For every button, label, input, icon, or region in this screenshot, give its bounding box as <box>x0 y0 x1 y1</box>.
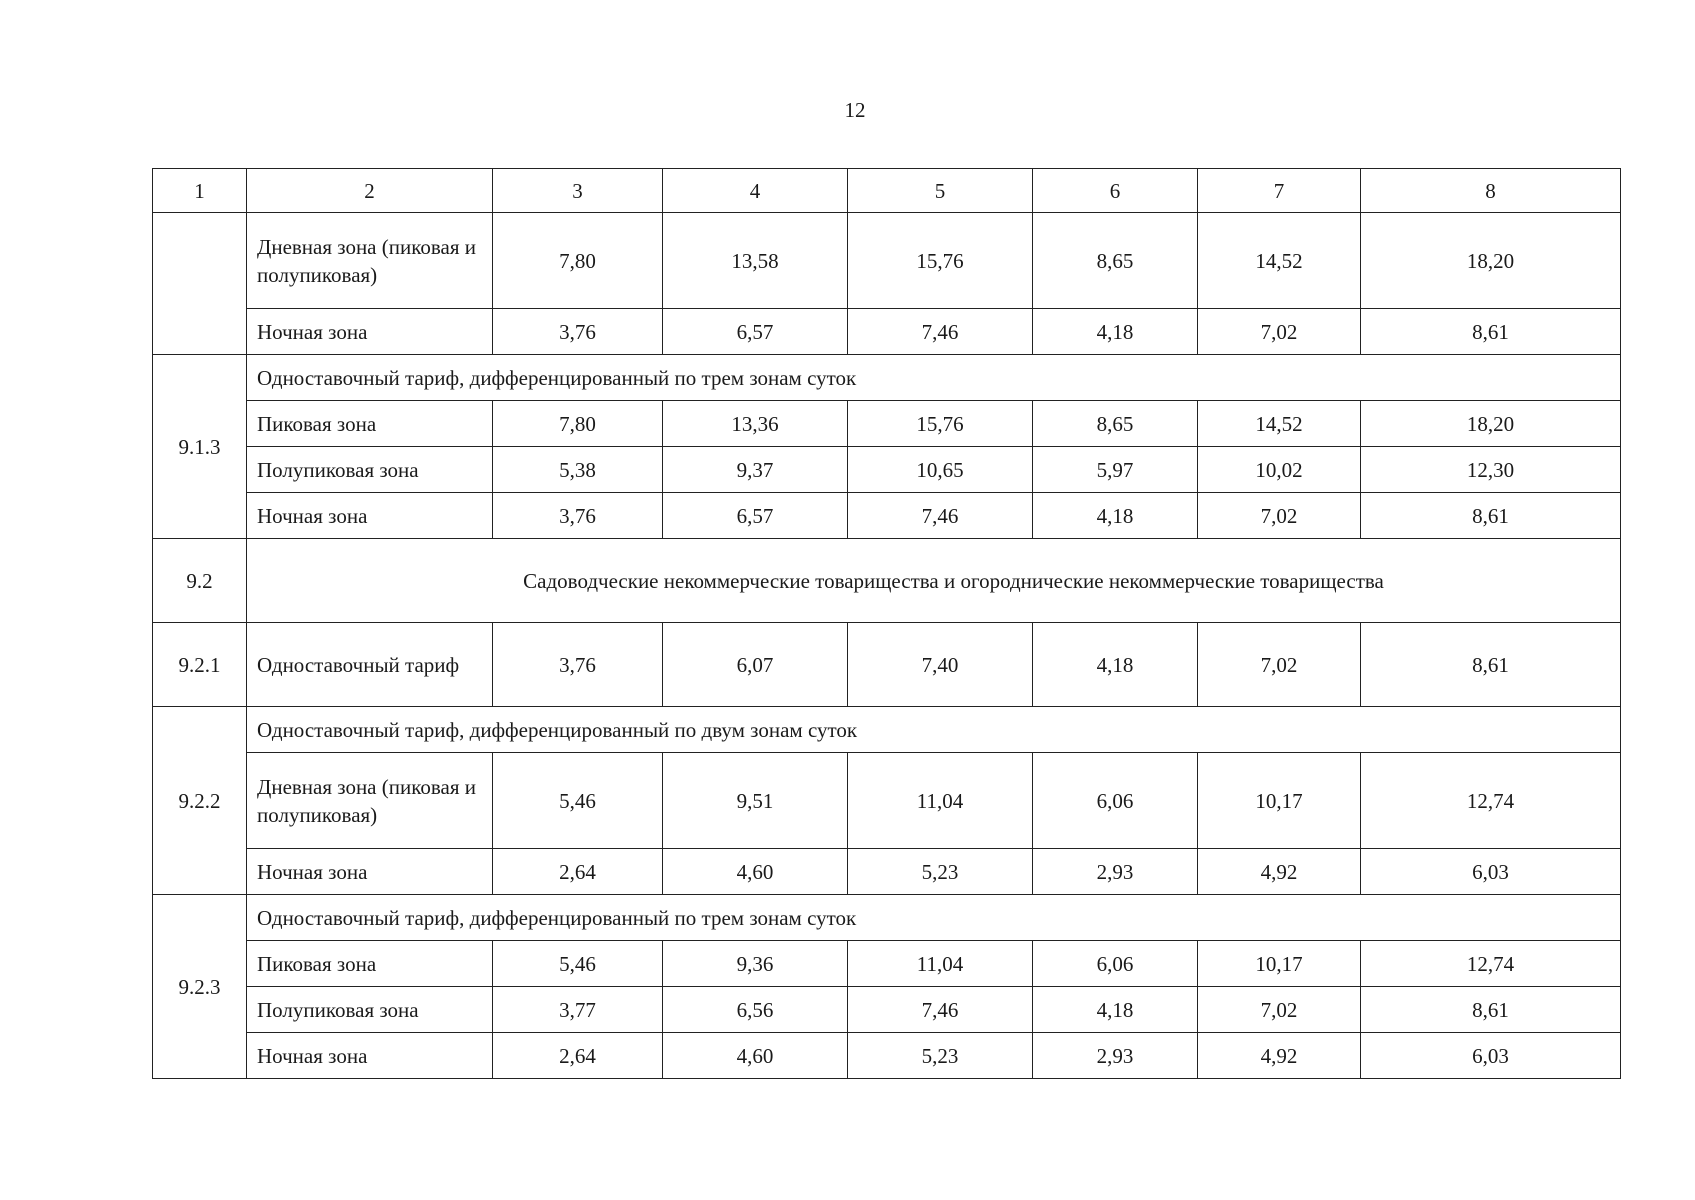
table-cell: 3,76 <box>493 623 663 707</box>
table-cell: 13,36 <box>663 401 848 447</box>
row-code-cell: 9.2.3 <box>153 895 247 1079</box>
table-cell: 10,02 <box>1198 447 1361 493</box>
table-cell: 4,18 <box>1033 493 1198 539</box>
table-cell: 5,23 <box>848 849 1033 895</box>
table-row <box>153 493 1621 539</box>
section-title-row <box>153 895 1621 941</box>
table-cell: 5,46 <box>493 753 663 849</box>
table-cell: 2,93 <box>1033 1033 1198 1079</box>
table-cell: 7,80 <box>493 401 663 447</box>
section-title: Одноставочный тариф, дифференцированный по двум зонам суток <box>247 707 1621 753</box>
table-row <box>153 309 1621 355</box>
table-cell: 6,56 <box>663 987 848 1033</box>
page-number: 12 <box>844 98 866 122</box>
table-cell: 6,03 <box>1361 849 1621 895</box>
table-cell: 6,57 <box>663 309 848 355</box>
row-label: Ночная зона <box>247 1033 493 1079</box>
section-title: Садоводческие некоммерческие товарищества и огороднические некоммерческие товарищества <box>247 539 1621 623</box>
row-label: Ночная зона <box>247 309 493 355</box>
table-row <box>153 1033 1621 1079</box>
table-cell: 9,37 <box>663 447 848 493</box>
table-cell: 8,65 <box>1033 213 1198 309</box>
row-label: Дневная зона (пиковая и полупиковая) <box>247 213 493 309</box>
column-header: 8 <box>1361 169 1621 213</box>
table-cell: 3,76 <box>493 309 663 355</box>
table-row <box>153 401 1621 447</box>
table-cell: 6,06 <box>1033 753 1198 849</box>
table-cell: 13,58 <box>663 213 848 309</box>
column-number-row <box>153 169 1621 213</box>
section-title: Одноставочный тариф, дифференцированный по трем зонам суток <box>247 355 1621 401</box>
column-header: 1 <box>153 169 247 213</box>
table-row <box>153 753 1621 849</box>
table-cell: 7,02 <box>1198 493 1361 539</box>
table-cell: 6,06 <box>1033 941 1198 987</box>
table-cell: 2,64 <box>493 1033 663 1079</box>
table-cell: 8,65 <box>1033 401 1198 447</box>
table-cell: 18,20 <box>1361 401 1621 447</box>
row-label: Пиковая зона <box>247 401 493 447</box>
row-code-cell: 9.1.3 <box>153 355 247 539</box>
table-row <box>153 623 1621 707</box>
row-code-cell: 9.2 <box>153 539 247 623</box>
table-cell: 3,76 <box>493 493 663 539</box>
row-label: Полупиковая зона <box>247 447 493 493</box>
table-cell: 8,61 <box>1361 987 1621 1033</box>
row-label: Пиковая зона <box>247 941 493 987</box>
table-cell: 9,36 <box>663 941 848 987</box>
column-header: 6 <box>1033 169 1198 213</box>
table-cell: 7,46 <box>848 493 1033 539</box>
table-cell: 7,02 <box>1198 623 1361 707</box>
table-cell: 4,60 <box>663 1033 848 1079</box>
table-cell: 15,76 <box>848 401 1033 447</box>
table-cell: 7,02 <box>1198 309 1361 355</box>
table-cell: 5,23 <box>848 1033 1033 1079</box>
tariff-table <box>152 168 1621 1079</box>
table-cell: 3,77 <box>493 987 663 1033</box>
column-header: 2 <box>247 169 493 213</box>
table-cell: 4,92 <box>1198 1033 1361 1079</box>
table-cell: 2,64 <box>493 849 663 895</box>
row-label: Ночная зона <box>247 849 493 895</box>
row-code-cell: 9.2.2 <box>153 707 247 895</box>
table-cell: 7,46 <box>848 987 1033 1033</box>
table-cell: 12,74 <box>1361 753 1621 849</box>
table-cell: 7,46 <box>848 309 1033 355</box>
table-cell: 7,40 <box>848 623 1033 707</box>
table-row <box>153 447 1621 493</box>
column-header: 3 <box>493 169 663 213</box>
table-cell: 7,02 <box>1198 987 1361 1033</box>
row-code-cell: 9.2.1 <box>153 623 247 707</box>
table-cell: 4,18 <box>1033 623 1198 707</box>
table-cell: 18,20 <box>1361 213 1621 309</box>
table-row <box>153 849 1621 895</box>
section-title-row <box>153 539 1621 623</box>
row-label: Полупиковая зона <box>247 987 493 1033</box>
row-label: Дневная зона (пиковая и полупиковая) <box>247 753 493 849</box>
table-cell: 9,51 <box>663 753 848 849</box>
table-cell: 7,80 <box>493 213 663 309</box>
table-cell: 5,46 <box>493 941 663 987</box>
table-cell: 12,74 <box>1361 941 1621 987</box>
table-cell: 10,17 <box>1198 753 1361 849</box>
table-cell: 4,92 <box>1198 849 1361 895</box>
table-row <box>153 987 1621 1033</box>
row-code-cell <box>153 213 247 355</box>
table-cell: 6,57 <box>663 493 848 539</box>
column-header: 4 <box>663 169 848 213</box>
table-cell: 2,93 <box>1033 849 1198 895</box>
table-cell: 10,17 <box>1198 941 1361 987</box>
row-label: Одноставочный тариф <box>247 623 493 707</box>
table-row <box>153 213 1621 309</box>
table-row <box>153 941 1621 987</box>
section-title-row <box>153 355 1621 401</box>
table-cell: 14,52 <box>1198 401 1361 447</box>
table-cell: 5,97 <box>1033 447 1198 493</box>
table-cell: 15,76 <box>848 213 1033 309</box>
table-cell: 11,04 <box>848 941 1033 987</box>
section-title: Одноставочный тариф, дифференцированный по трем зонам суток <box>247 895 1621 941</box>
table-cell: 14,52 <box>1198 213 1361 309</box>
table-cell: 8,61 <box>1361 493 1621 539</box>
table-cell: 6,07 <box>663 623 848 707</box>
section-title-row <box>153 707 1621 753</box>
row-label: Ночная зона <box>247 493 493 539</box>
table-cell: 4,18 <box>1033 987 1198 1033</box>
table-cell: 6,03 <box>1361 1033 1621 1079</box>
table-cell: 11,04 <box>848 753 1033 849</box>
table-cell: 12,30 <box>1361 447 1621 493</box>
column-header: 7 <box>1198 169 1361 213</box>
column-header: 5 <box>848 169 1033 213</box>
table-cell: 4,18 <box>1033 309 1198 355</box>
table-cell: 8,61 <box>1361 309 1621 355</box>
table-cell: 8,61 <box>1361 623 1621 707</box>
table-cell: 5,38 <box>493 447 663 493</box>
table-cell: 10,65 <box>848 447 1033 493</box>
table-cell: 4,60 <box>663 849 848 895</box>
